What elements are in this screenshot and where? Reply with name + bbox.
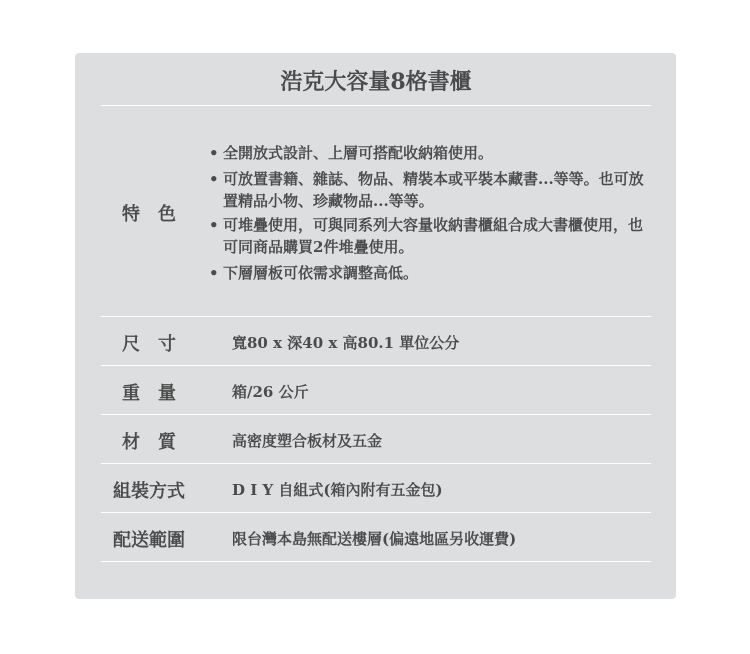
features-label: 特 色	[122, 204, 176, 225]
assembly-label: 組裝方式	[113, 481, 185, 502]
product-spec-card	[75, 53, 676, 599]
features-row	[101, 106, 651, 317]
size-value: 寬80 x 深40 x 高80.1 單位公分	[232, 334, 460, 352]
assembly-value: D I Y 自組式(箱內附有五金包)	[232, 481, 443, 499]
delivery-value: 限台灣本島無配送樓層(偏遠地區另收運費)	[232, 530, 517, 548]
size-row	[101, 317, 651, 366]
weight-label: 重 量	[122, 383, 176, 404]
assembly-row	[101, 464, 651, 513]
product-title: 浩克大容量8格書櫃	[101, 53, 651, 106]
material-row	[101, 415, 651, 464]
delivery-label: 配送範圍	[113, 530, 185, 551]
feature-item: • 下層層板可依需求調整高低。	[209, 262, 657, 284]
feature-item: • 可堆疊使用，可與同系列大容量收納書櫃組合成大書櫃使用，也可同商品購買2件堆疊使用。	[209, 214, 657, 258]
weight-value: 箱/26 公斤	[232, 383, 309, 401]
weight-row	[101, 366, 651, 415]
material-label: 材 質	[122, 432, 176, 453]
feature-item: • 可放置書籍、雜誌、物品、精裝本或平裝本藏書...等等。也可放置精品小物、珍藏物品...等等。	[209, 168, 657, 212]
size-label: 尺 寸	[122, 334, 176, 355]
feature-item: • 全開放式設計、上層可搭配收納箱使用。	[209, 142, 657, 164]
material-value: 高密度塑合板材及五金	[232, 432, 383, 450]
delivery-row	[101, 513, 651, 562]
features-list	[209, 142, 657, 288]
